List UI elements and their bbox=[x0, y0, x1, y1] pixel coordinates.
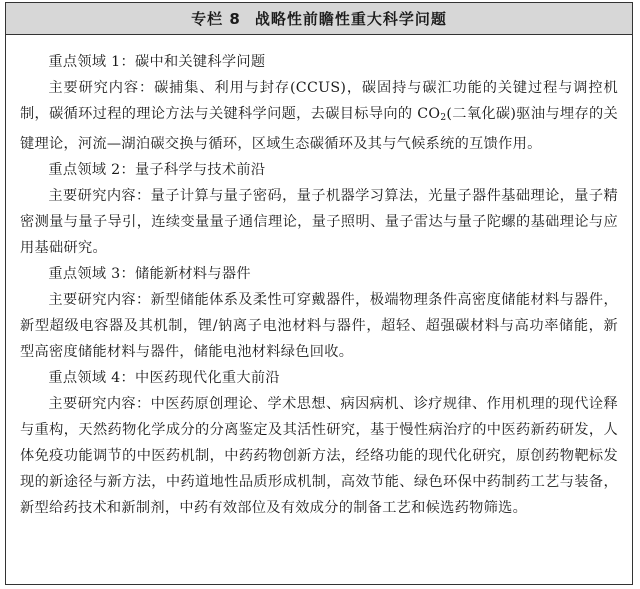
section-body-3: 主要研究内容：新型储能体系及柔性可穿戴器件，极端物理条件高密度储能材料与器件，新型超级电容器及其机制，锂/钠离子电池材料与器件，超轻、超强碳材料与高功率储能，新型高密度储能材料与器件，储能电池材料绿色回收。 bbox=[20, 292, 618, 360]
section-title-1: 重点领域 1：碳中和关键科学问题 bbox=[48, 54, 266, 70]
column-title: 战略性前瞻性重大科学问题 bbox=[254, 10, 447, 28]
section-title-4: 重点领域 4：中医药现代化重大前沿 bbox=[48, 370, 280, 386]
column-content bbox=[6, 35, 632, 521]
section-body-1 bbox=[20, 75, 618, 157]
column-header bbox=[6, 3, 632, 35]
section-body-2: 主要研究内容：量子计算与量子密码，量子机器学习算法，光量子器件基础理论，量子精密测量与量子导引，连续变量量子通信理论，量子照明、量子雷达与量子陀螺的基础理论与应用基础研究。 bbox=[20, 188, 618, 256]
column-box bbox=[5, 2, 633, 585]
column-label: 专栏 8 bbox=[191, 10, 241, 28]
section-body-1-sub: 2 bbox=[440, 113, 447, 123]
section-body-1-pre: 主要研究内容：碳捕集、利用与封存(CCUS)，碳固持与碳汇功能的关键过程与调控机制，碳循环过程的理论方法与关键科学问题，去碳目标导向的 CO bbox=[20, 80, 618, 122]
section-title-2: 重点领域 2：量子科学与技术前沿 bbox=[48, 162, 266, 178]
section-body-1-post: (二氧化碳)驱油与埋存的关键理论，河流—湖泊碳交换与循环，区域生态碳循环及其与气候系统的互馈作用。 bbox=[20, 106, 618, 152]
section-title-3: 重点领域 3：储能新材料与器件 bbox=[48, 266, 251, 282]
section-body-4: 主要研究内容：中医药原创理论、学术思想、病因病机、诊疗规律、作用机理的现代诠释与重构，天然药物化学成分的分离鉴定及其活性研究，基于慢性病治疗的中医药新药研发，人体免疫功能调节的中医药机制，中药药物创新方法，经络功能的现代化研究，原创药物靶标发现的新途径与新方法，中药道地性品质形成机制，高效节能、绿色环保中药制药工艺与装备，新型给药技术和新制剂，中药有效部位及有效成分的制备工艺和候选药物筛选。 bbox=[20, 396, 618, 516]
